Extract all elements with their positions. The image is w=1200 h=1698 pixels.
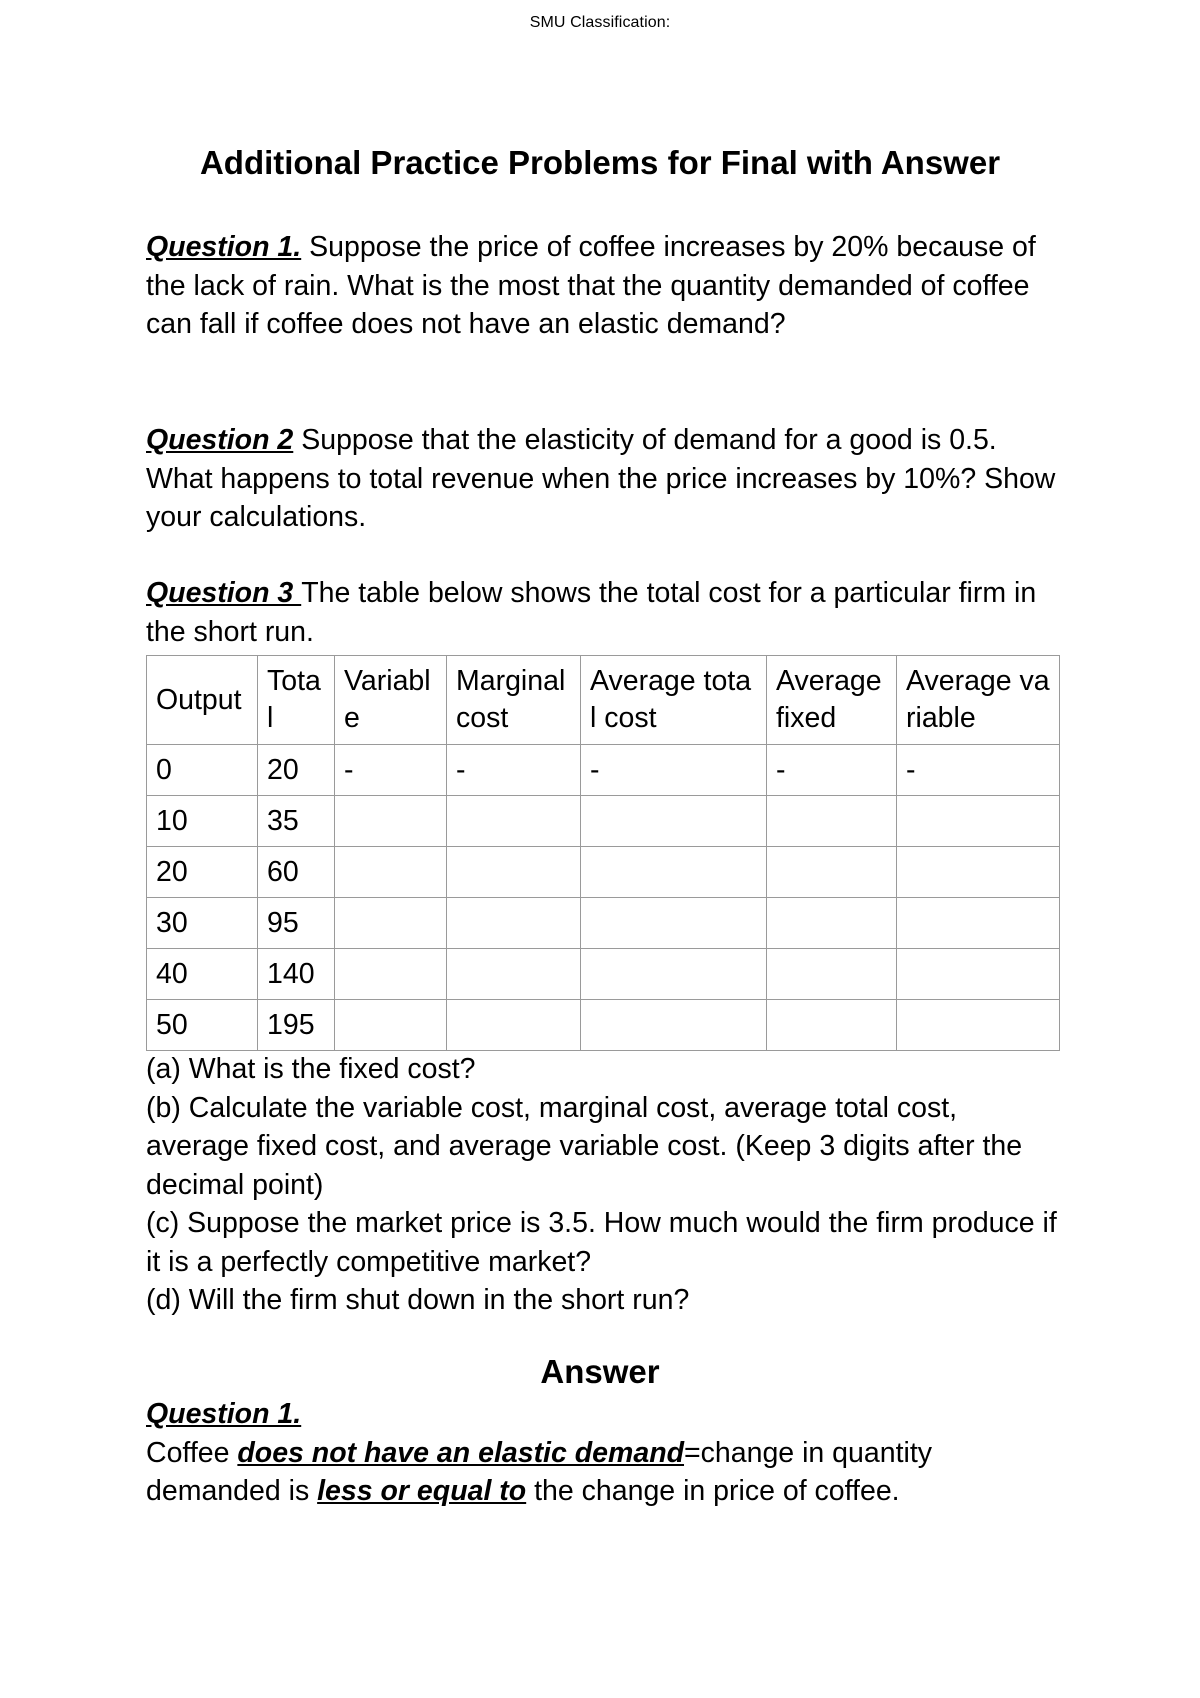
table-cell: -: [897, 745, 1060, 796]
table-cell: [335, 796, 447, 847]
table-cell: 50: [147, 1000, 258, 1051]
header-marginal-cost: Marginal cost: [447, 656, 581, 745]
table-cell: [447, 796, 581, 847]
answer-1-label: Question 1.: [146, 1398, 302, 1430]
table-cell: [447, 949, 581, 1000]
table-cell: 195: [258, 1000, 335, 1051]
table-cell: 95: [258, 898, 335, 949]
table-cell: [335, 898, 447, 949]
table-cell: [447, 898, 581, 949]
table-cell: 30: [147, 898, 258, 949]
table-cell: 35: [258, 796, 335, 847]
question-1-label: Question 1.: [146, 231, 302, 263]
question-1-text: Suppose the price of coffee increases by 20% because of the lack of rain. What is the most that the quantity demanded of coffee can fall if coffee does not have an elastic demand?: [146, 231, 1036, 340]
table-cell: -: [581, 745, 767, 796]
question-2: [146, 421, 1066, 537]
header-average-fixed: Average fixed: [767, 656, 897, 745]
table-row: [147, 745, 1060, 796]
answer-1: [146, 1395, 1066, 1511]
document-title: Additional Practice Problems for Final with Answer: [199, 144, 1001, 181]
table-cell: [767, 847, 897, 898]
question-3-label: Question 3: [146, 577, 302, 609]
answer-1-text-part: =change in quantity demanded is: [146, 1436, 932, 1507]
table-cell: [447, 847, 581, 898]
header-variable: Variable: [335, 656, 447, 745]
table-cell: [897, 847, 1060, 898]
table-cell: [767, 898, 897, 949]
header-output: Output: [147, 656, 258, 745]
answer-1-text-part: the change in price of coffee.: [526, 1475, 900, 1507]
answer-heading: Answer: [540, 1353, 660, 1390]
subquestion-c: (c) Suppose the market price is 3.5. How much would the firm produce if it is a perfectly competitive market?: [146, 1207, 1057, 1278]
question-3: [146, 574, 1066, 651]
table-row: [147, 1000, 1060, 1051]
answer-1-emphasis: does not have an elastic demand: [237, 1436, 685, 1469]
table-cell: 40: [147, 949, 258, 1000]
cost-table: [146, 655, 1060, 1051]
table-cell: [581, 847, 767, 898]
table-row: [147, 796, 1060, 847]
table-cell: 140: [258, 949, 335, 1000]
question-1: [146, 228, 1066, 344]
table-cell: [581, 898, 767, 949]
table-row: [147, 949, 1060, 1000]
header-total: Total: [258, 656, 335, 745]
table-cell: [335, 1000, 447, 1051]
table-cell: 0: [147, 745, 258, 796]
table-cell: [897, 898, 1060, 949]
table-cell: [767, 796, 897, 847]
table-cell: [897, 949, 1060, 1000]
table-cell: 60: [258, 847, 335, 898]
table-cell: -: [767, 745, 897, 796]
table-cell: [335, 949, 447, 1000]
answer-1-text: [146, 1434, 1066, 1511]
table-cell: [581, 949, 767, 1000]
header-average-total-cost: Average total cost: [581, 656, 767, 745]
table-cell: [581, 796, 767, 847]
table-cell: [447, 1000, 581, 1051]
table-cell: [581, 1000, 767, 1051]
subquestion-d: (d) Will the firm shut down in the short run?: [146, 1284, 690, 1316]
table-cell: [767, 1000, 897, 1051]
table-cell: [767, 949, 897, 1000]
table-cell: 10: [147, 796, 258, 847]
question-3-text: The table below shows the total cost for a particular firm in the short run.: [146, 577, 1037, 648]
table-cell: 20: [258, 745, 335, 796]
table-row: [147, 847, 1060, 898]
subquestions: [146, 1050, 1066, 1320]
table-cell: [335, 847, 447, 898]
table-cell: [897, 1000, 1060, 1051]
subquestion-a: (a) What is the fixed cost?: [146, 1053, 476, 1085]
table-cell: -: [447, 745, 581, 796]
header-average-variable: Average variable: [897, 656, 1060, 745]
question-2-text: Suppose that the elasticity of demand for a good is 0.5. What happens to total revenue when the price increases by 10%? Show your calculations.: [146, 424, 1056, 533]
table-cell: [897, 796, 1060, 847]
subquestion-b: (b) Calculate the variable cost, marginal cost, average total cost, average fixed cost, and average variable cost. (Keep 3 digits after the decimal point): [146, 1091, 1023, 1201]
classification-label: SMU Classification:: [529, 14, 671, 31]
table-cell: 20: [147, 847, 258, 898]
table-header-row: [147, 656, 1060, 745]
answer-1-emphasis: less or equal to: [317, 1475, 527, 1507]
table-row: [147, 898, 1060, 949]
answer-1-text-part: Coffee: [146, 1436, 238, 1469]
question-2-label: Question 2: [146, 424, 294, 456]
table-cell: -: [335, 745, 447, 796]
